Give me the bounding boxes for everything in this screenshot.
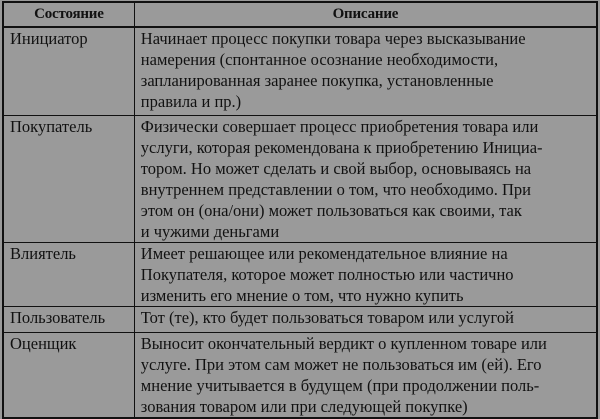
description-line: Покупателя, которое может полностью или частично [140, 264, 514, 284]
table-row [3, 115, 597, 242]
description-line: Выносит окончательный вердикт о купленном товаре или [140, 333, 547, 353]
table-row [3, 242, 597, 306]
description-cell [134, 115, 597, 242]
description-line: Тот (те), кто будет пользоваться товаром или услугой [140, 307, 514, 327]
column-header-state: Состояние [3, 2, 134, 27]
table-row [3, 306, 597, 332]
description-line: мнение учитывается в будущем (при продолжении поль- [140, 375, 540, 395]
description-line: Начинает процесс покупки товара через высказывание [140, 29, 526, 48]
state-cell: Пользователь [3, 306, 134, 332]
description-cell [134, 27, 597, 115]
description-line: зования товаром или при следующей покупке) [140, 396, 468, 416]
column-header-description: Описание [134, 2, 597, 27]
state-cell: Оценщик [3, 332, 134, 418]
description-line: тором. Но может сделать и свой выбор, основываясь на [140, 158, 532, 178]
description-cell [134, 306, 597, 332]
description-line: услуги, которая рекомендована к приобретению Инициа- [140, 137, 543, 157]
description-line: внутреннем представлении о том, что необходимо. При [140, 179, 531, 199]
table-header-row [3, 2, 597, 27]
description-line: изменить его мнение о том, что нужно купить [140, 285, 464, 305]
state-cell: Покупатель [3, 115, 134, 242]
description-line: и чужими деньгами [140, 221, 280, 241]
table-row [3, 332, 597, 418]
description-line: Физически совершает процесс приобретения товара или [140, 116, 539, 136]
description-cell [134, 242, 597, 306]
description-line: этом он (она/они) может пользоваться как своими, так [140, 200, 522, 220]
table-row [3, 27, 597, 115]
buyer-roles-table [2, 1, 598, 419]
description-line: Имеет решающее или рекомендательное влияние на [140, 243, 508, 263]
state-cell: Инициатор [3, 27, 134, 115]
description-line: запланированная заранее покупка, установленные [140, 71, 494, 90]
description-line: правила и пр.) [140, 92, 242, 111]
state-cell: Влиятель [3, 242, 134, 306]
description-cell [134, 332, 597, 418]
description-line: услуге. При этом сам может не пользоваться им (ей). Его [140, 354, 542, 374]
description-line: намерения (спонтанное осознание необходимости, [140, 50, 499, 69]
